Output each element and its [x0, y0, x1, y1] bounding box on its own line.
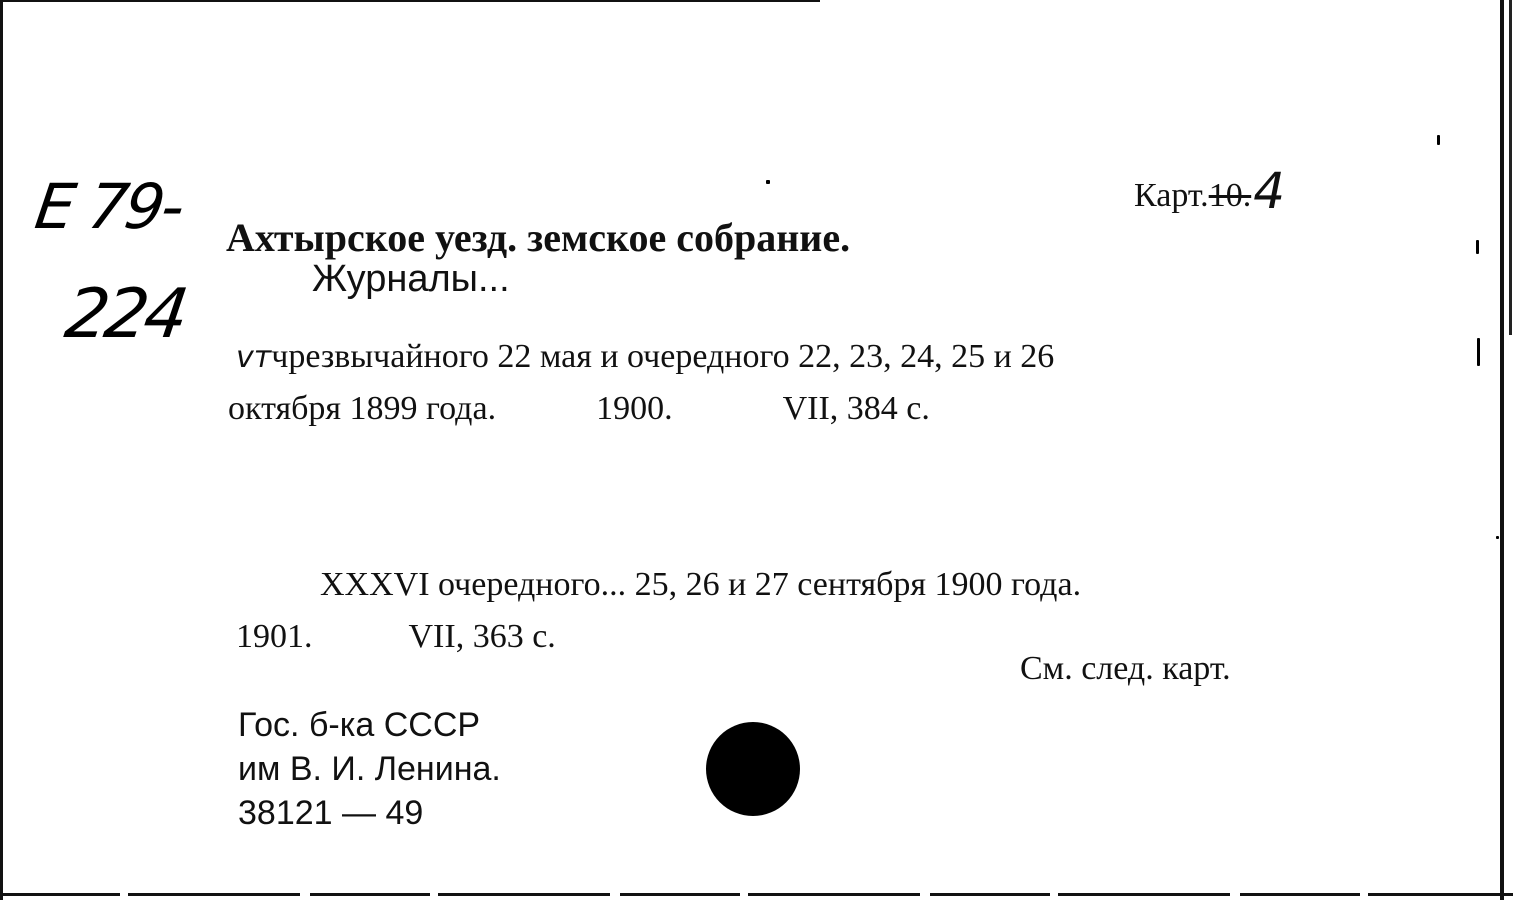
scan-border-top — [0, 0, 820, 2]
card-number-handwritten: 4 — [1253, 162, 1285, 220]
punch-hole — [706, 722, 800, 816]
entry1-line2 — [228, 390, 930, 428]
card-subtitle: Журналы... — [312, 258, 510, 300]
entry2-year: 1901. — [236, 618, 313, 655]
scan-border-right-inner — [1509, 0, 1512, 335]
card-number — [1134, 160, 1285, 218]
scan-speck — [1476, 240, 1479, 254]
scan-border-left — [0, 0, 3, 900]
see-next-card: См. след. карт. — [1020, 650, 1231, 687]
scan-speck — [766, 180, 770, 184]
scan-border-right — [1500, 0, 1504, 900]
scan-border-bottom — [0, 893, 1513, 896]
library-line1: Гос. б-ка СССР — [238, 706, 481, 744]
entry1-handwritten-prefix: vт — [236, 340, 272, 375]
entry2-pages: VII, 363 с. — [408, 618, 556, 655]
entry2-line1: XXXVI очередного... 25, 26 и 27 сентября 1900 года. — [320, 566, 1082, 603]
scan-speck — [1496, 536, 1499, 539]
entry1-line1-text: чрезвычайного 22 мая и очередного 22, 23, 24, 25 и 26 — [271, 338, 1055, 375]
shelf-mark-line1: E 79- — [30, 170, 187, 243]
card-number-struck: 10. — [1208, 177, 1252, 214]
card-number-prefix: Карт. — [1134, 177, 1209, 214]
scan-speck — [1477, 338, 1480, 366]
entry1-pages: VII, 384 с. — [782, 390, 930, 427]
library-stamp — [238, 703, 501, 836]
entry1-date: октября 1899 года. — [228, 390, 497, 427]
entry2-line2 — [236, 618, 556, 656]
library-line2: им В. И. Ленина. — [238, 750, 501, 789]
entry1-year: 1900. — [596, 390, 673, 427]
shelf-mark-line2: 224 — [60, 275, 190, 354]
card-title: Ахтырское уезд. земское собрание. — [226, 215, 851, 260]
entry1-line1 — [236, 338, 1054, 376]
scan-speck — [1437, 135, 1440, 145]
library-line3: 38121 — 49 — [238, 794, 424, 833]
